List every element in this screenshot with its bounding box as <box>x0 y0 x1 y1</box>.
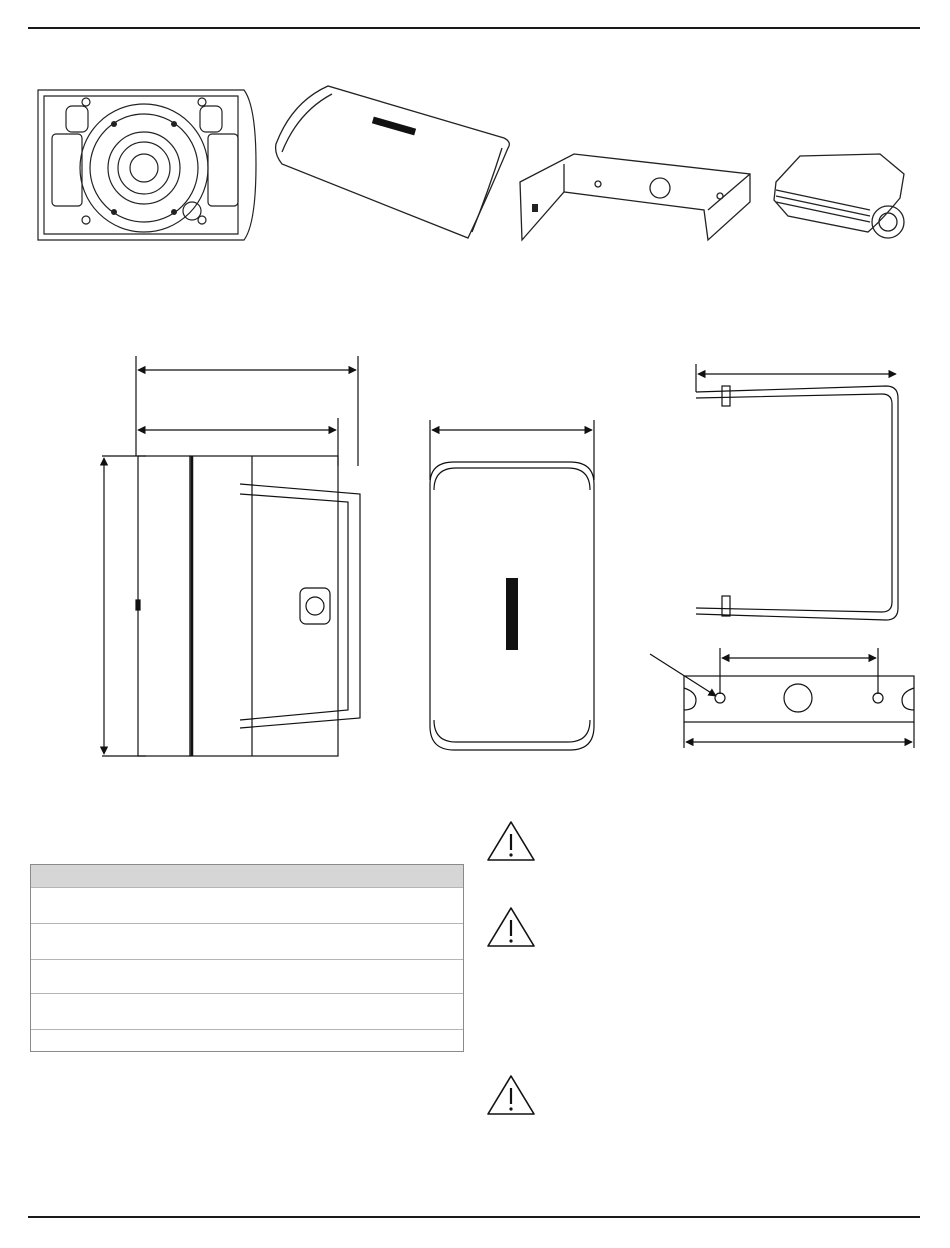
bracket-top-view-dimension-drawing <box>646 648 926 768</box>
footer-rule <box>28 1216 920 1218</box>
table-row <box>31 993 463 1029</box>
side-view-dimension-drawing <box>90 356 370 776</box>
bracket-dimension-drawing <box>686 364 926 624</box>
table-row <box>31 959 463 993</box>
connector-cover-illustration <box>770 152 920 242</box>
u-bracket-illustration <box>514 152 764 242</box>
warning-triangle-icon <box>486 1074 536 1116</box>
front-view-dimension-drawing <box>424 420 604 760</box>
warning-triangle-icon <box>486 820 536 862</box>
speaker-rear-view-illustration <box>32 86 262 246</box>
specifications-table <box>30 864 464 1052</box>
table-row <box>31 923 463 959</box>
speaker-front-grille-illustration <box>272 82 512 242</box>
table-row <box>31 1029 463 1051</box>
table-header <box>31 865 463 887</box>
warning-triangle-icon <box>486 906 536 948</box>
header-rule <box>28 27 920 29</box>
table-row <box>31 887 463 923</box>
